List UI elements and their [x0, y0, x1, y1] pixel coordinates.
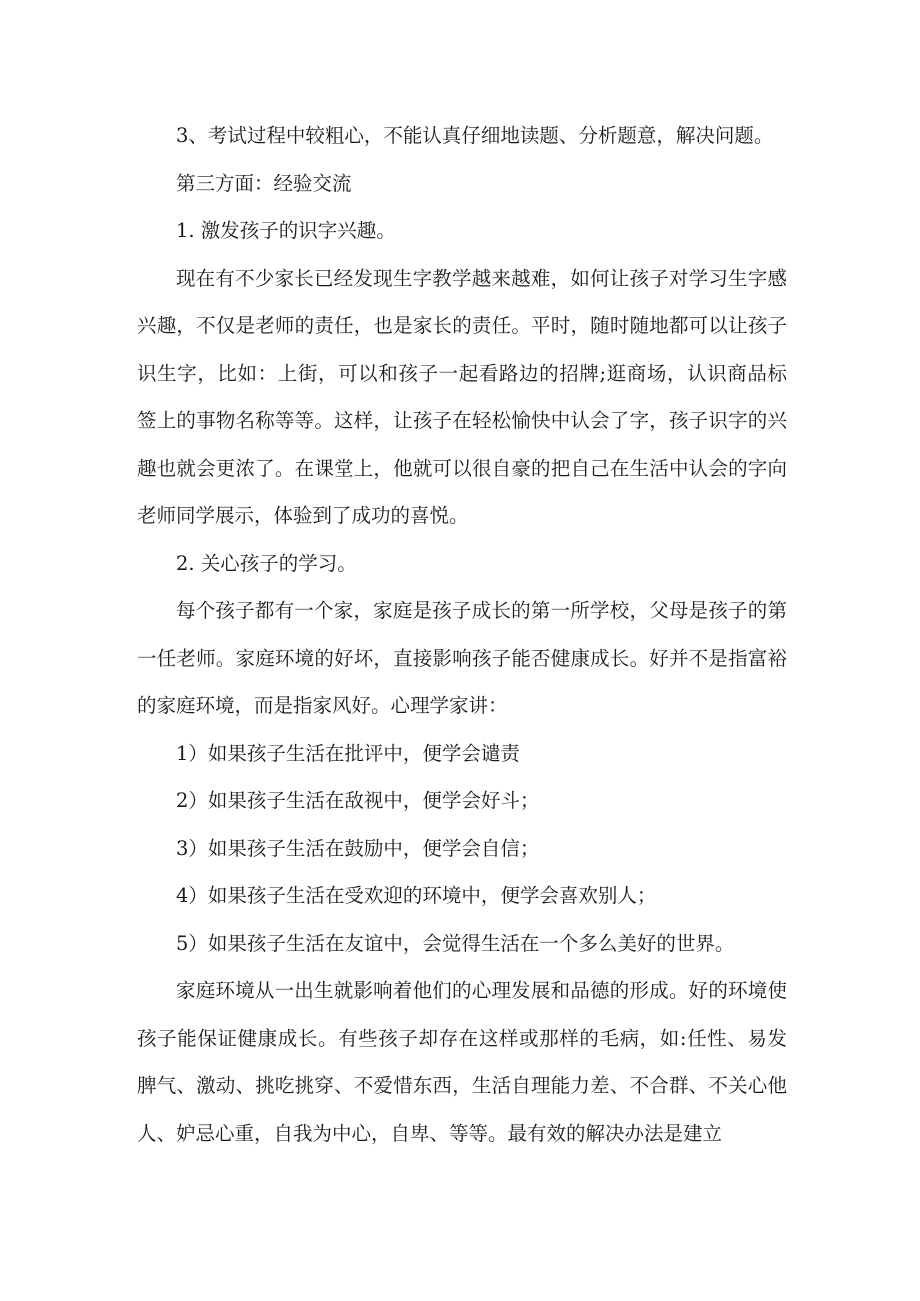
list-item-friendship: 5）如果孩子生活在友谊中，会觉得生活在一个多么美好的世界。 — [176, 931, 735, 955]
list-item-encouragement: 3）如果孩子生活在鼓励中，便学会自信； — [176, 836, 540, 860]
paragraph-literacy: 现在有不少家长已经发现生字教学越来越难，如何让孩子对学习生字感兴趣，不仅是老师的责任，也是家长的责任。平时，随时随地都可以让孩子识生字，比如：上街，可以和孩子一起看路边的招牌;逛商场，认识商品标签上的事物名称等等。这样，让孩子在轻松愉快中认会了字，孩子识字的兴趣也就会更浓了。在课堂上，他就可以很自豪的把自己在生活中认会的字向老师同学展示，体验到了成功的喜悦。 — [137, 266, 787, 527]
list-item-exam-carelessness: 3、考试过程中较粗心，不能认真仔细地读题、分析题意，解决问题。 — [176, 124, 774, 147]
subheading-literacy-interest: 1. 激发孩子的识字兴趣。 — [176, 219, 396, 242]
paragraph-family: 每个孩子都有一个家，家庭是孩子成长的第一所学校，父母是孩子的第一任老师。家庭环境的好坏，直接影响孩子能否健康成长。好并不是指富裕的家庭环境，而是指家风好。心理学家讲： — [137, 599, 787, 717]
subheading-care-learning: 2. 关心孩子的学习。 — [176, 551, 357, 575]
list-item-criticism: 1）如果孩子生活在批评中，便学会谴责 — [176, 741, 520, 765]
paragraph-environment: 家庭环境从一出生就影响着他们的心理发展和品德的形成。好的环境使孩子能保证健康成长。有些孩子却存在这样或那样的毛病，如:任性、易发脾气、激动、挑吃挑穿、不爱惜东西，生活自理能力差、不合群、不关心他人、妒忌心重，自我为中心，自卑、等等。最有效的解决办法是建立 — [137, 979, 787, 1145]
section-heading-experience: 第三方面：经验交流 — [176, 171, 352, 195]
document-body — [137, 112, 787, 1157]
list-item-hostility: 2）如果孩子生活在敌视中，便学会好斗； — [176, 789, 540, 812]
list-item-welcome: 4）如果孩子生活在受欢迎的环境中，便学会喜欢别人； — [176, 884, 657, 907]
